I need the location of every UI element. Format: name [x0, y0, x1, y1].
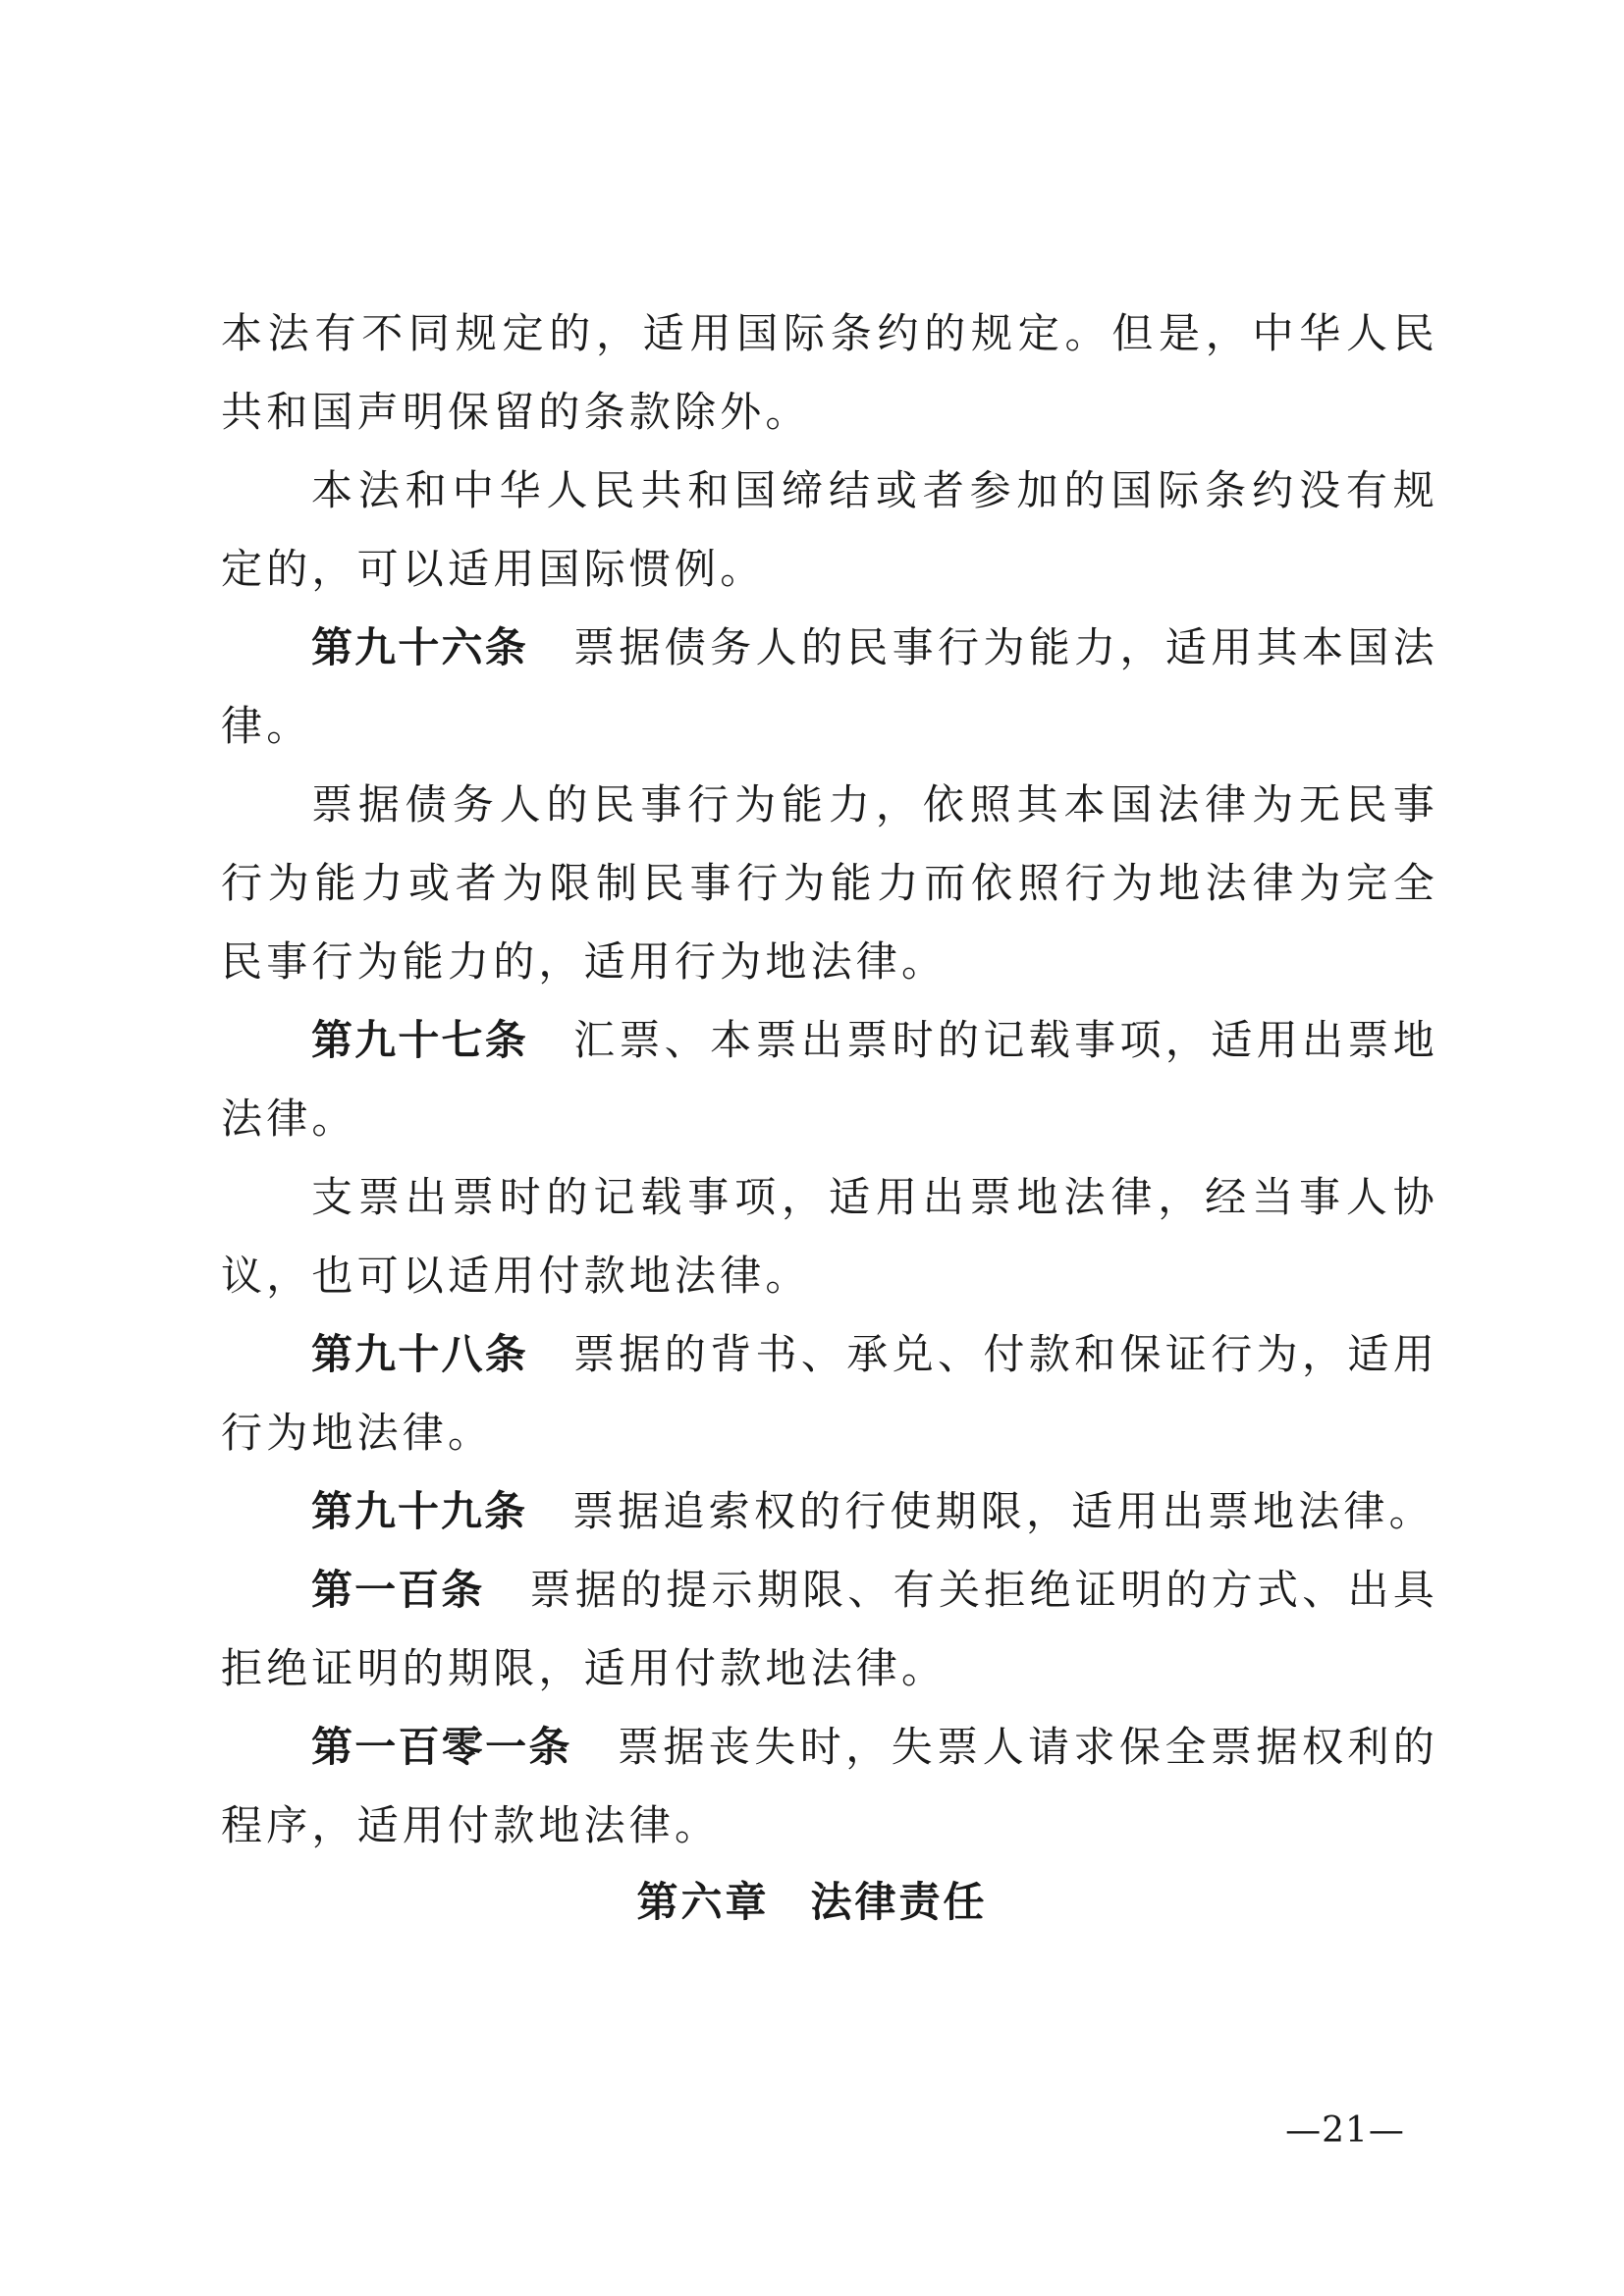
- paragraph-text: 票据丧失时，失票人请求保全票据权利的程序，适用付款地法律。: [221, 1723, 1438, 1849]
- article-number: 第一百零一条: [311, 1723, 572, 1771]
- article-96: [221, 609, 1438, 766]
- article-number: 第九十六条: [311, 623, 528, 671]
- paragraph: [221, 452, 1438, 609]
- paragraph-text: 汇票、本票出票时的记载事项，适用出票地法律。: [221, 1016, 1438, 1143]
- article-98: [221, 1315, 1438, 1472]
- chapter-title: 法律责任: [810, 1878, 988, 1926]
- paragraph-text: 本法和中华人民共和国缔结或者参加的国际条约没有规定的，可以适用国际惯例。: [221, 466, 1438, 593]
- paragraph: [221, 294, 1438, 452]
- article-number: 第九十八条: [311, 1330, 528, 1378]
- article-number: 第一百条: [311, 1566, 485, 1614]
- paragraph: [221, 1158, 1438, 1315]
- body-text: [221, 294, 1438, 1865]
- article-number: 第九十九条: [311, 1487, 528, 1535]
- chapter-heading: [0, 1870, 1624, 1929]
- paragraph-text: 票据债务人的民事行为能力，适用其本国法律。: [221, 623, 1438, 750]
- paragraph-text: 票据债务人的民事行为能力，依照其本国法律为无民事行为能力或者为限制民事行为能力而依照行为地法律为完全民事行为能力的，适用行为地法律。: [221, 780, 1438, 986]
- article-100: [221, 1551, 1438, 1708]
- article-99: [221, 1472, 1438, 1551]
- article-number: 第九十七条: [311, 1016, 528, 1064]
- article-97: [221, 1001, 1438, 1158]
- chapter-number: 第六章: [636, 1878, 770, 1926]
- paragraph: [221, 766, 1438, 1001]
- paragraph-text: 票据的背书、承兑、付款和保证行为，适用行为地法律。: [221, 1330, 1438, 1457]
- paragraph-text: 票据的提示期限、有关拒绝证明的方式、出具拒绝证明的期限，适用付款地法律。: [221, 1566, 1438, 1692]
- paragraph-text: 本法有不同规定的，适用国际条约的规定。但是，中华人民共和国声明保留的条款除外。: [221, 309, 1438, 436]
- paragraph-text: 支票出票时的记载事项，适用出票地法律，经当事人协议，也可以适用付款地法律。: [221, 1173, 1438, 1300]
- article-101: [221, 1708, 1438, 1865]
- page-number: —21—: [1285, 2110, 1405, 2151]
- paragraph-text: 票据追索权的行使期限，适用出票地法律。: [572, 1487, 1435, 1535]
